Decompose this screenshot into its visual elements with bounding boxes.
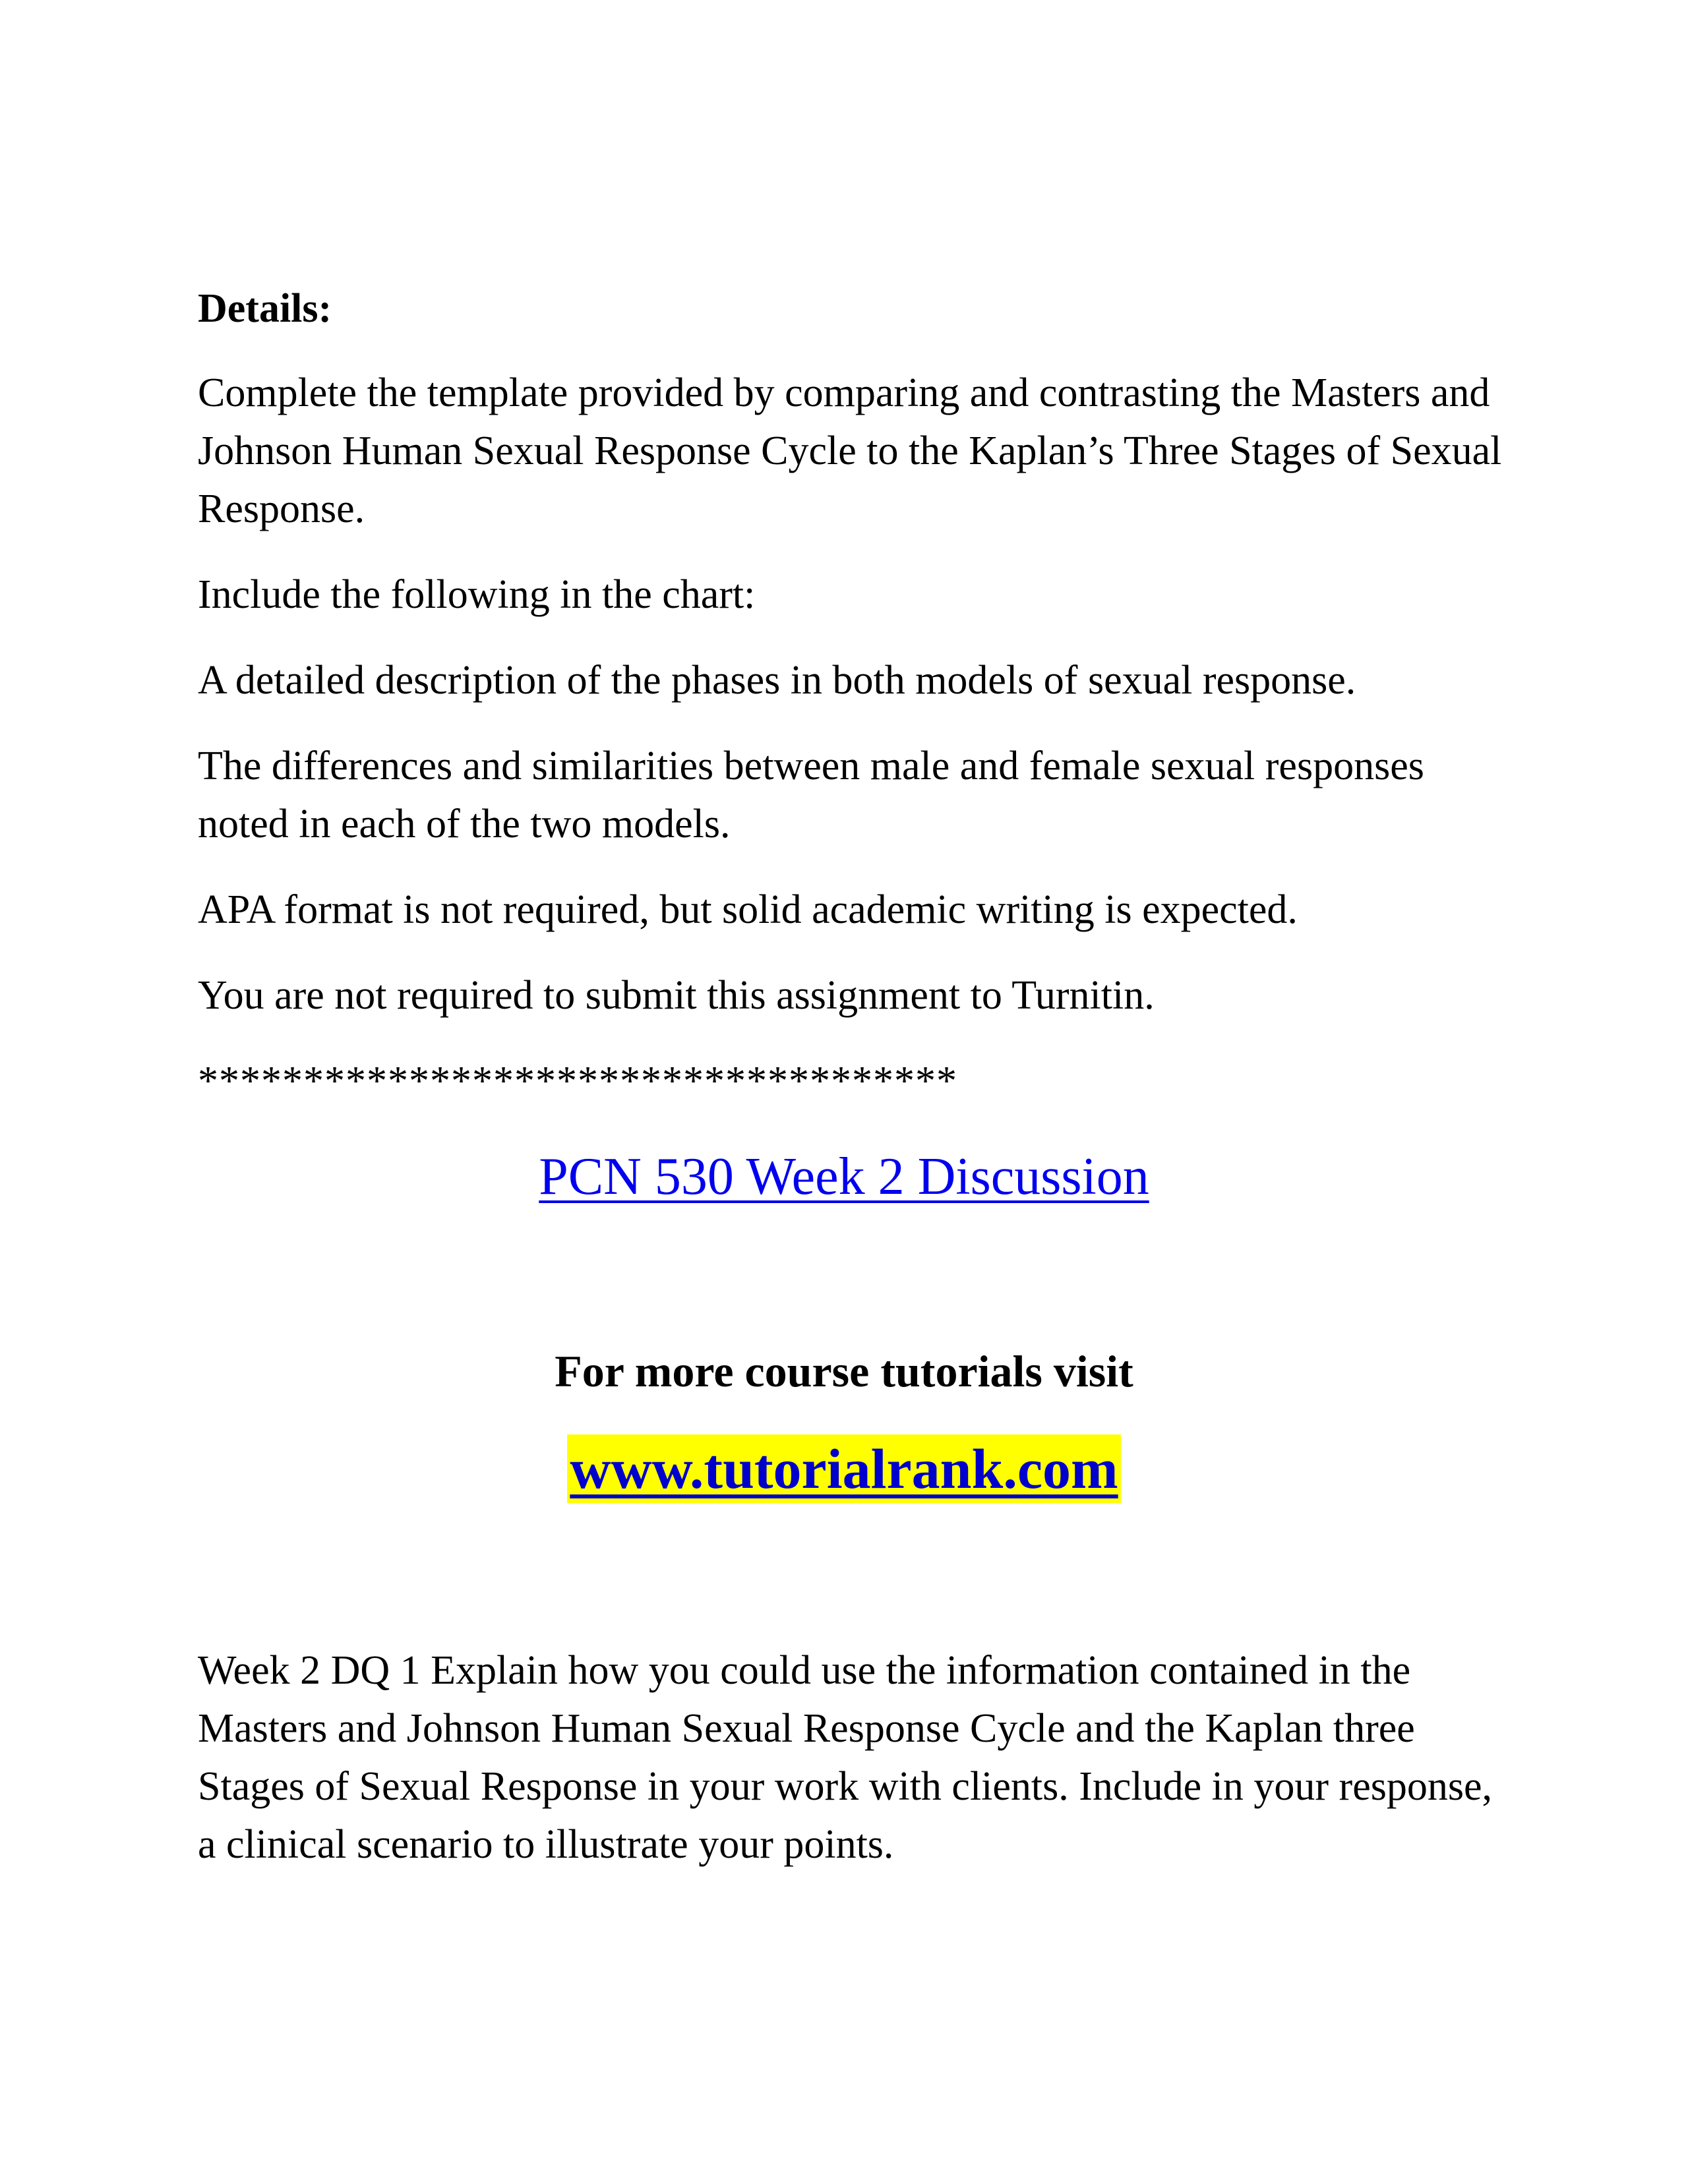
visit-text: For more course tutorials visit xyxy=(555,1346,1133,1396)
details-paragraph-1: Complete the template provided by comparing and contrasting the Masters and Johnson Human Sexual Response Cycle to the Kaplan’s Three Stages of Sexual Response. xyxy=(198,370,1502,531)
details-paragraph-4: The differences and similarities between male and female sexual responses noted in each of the two models. xyxy=(198,744,1424,846)
discussion-link[interactable]: PCN 530 Week 2 Discussion xyxy=(539,1148,1149,1206)
details-paragraph-5: APA format is not required, but solid academic writing is expected. xyxy=(198,887,1298,932)
details-section xyxy=(198,280,1503,1110)
details-paragraph-3: A detailed description of the phases in both models of sexual response. xyxy=(198,658,1356,703)
site-link-wrapper xyxy=(0,1434,1688,1503)
details-paragraph-2: Include the following in the chart: xyxy=(198,572,756,617)
details-heading: Details: xyxy=(198,286,332,331)
asterisk-separator: ************************************ xyxy=(198,1059,957,1104)
details-paragraph-6: You are not required to submit this assignment to Turnitin. xyxy=(198,973,1155,1018)
tutorial-site-link[interactable]: www.tutorialrank.com xyxy=(567,1434,1120,1503)
dq-question-text: Week 2 DQ 1 Explain how you could use the information contained in the Masters and Johnson Human Sexual Response Cycle and the Kaplan three Stages of Sexual Response in your work with clients. Include in your response, a clinical scenario to illustrate your points. xyxy=(198,1648,1492,1867)
